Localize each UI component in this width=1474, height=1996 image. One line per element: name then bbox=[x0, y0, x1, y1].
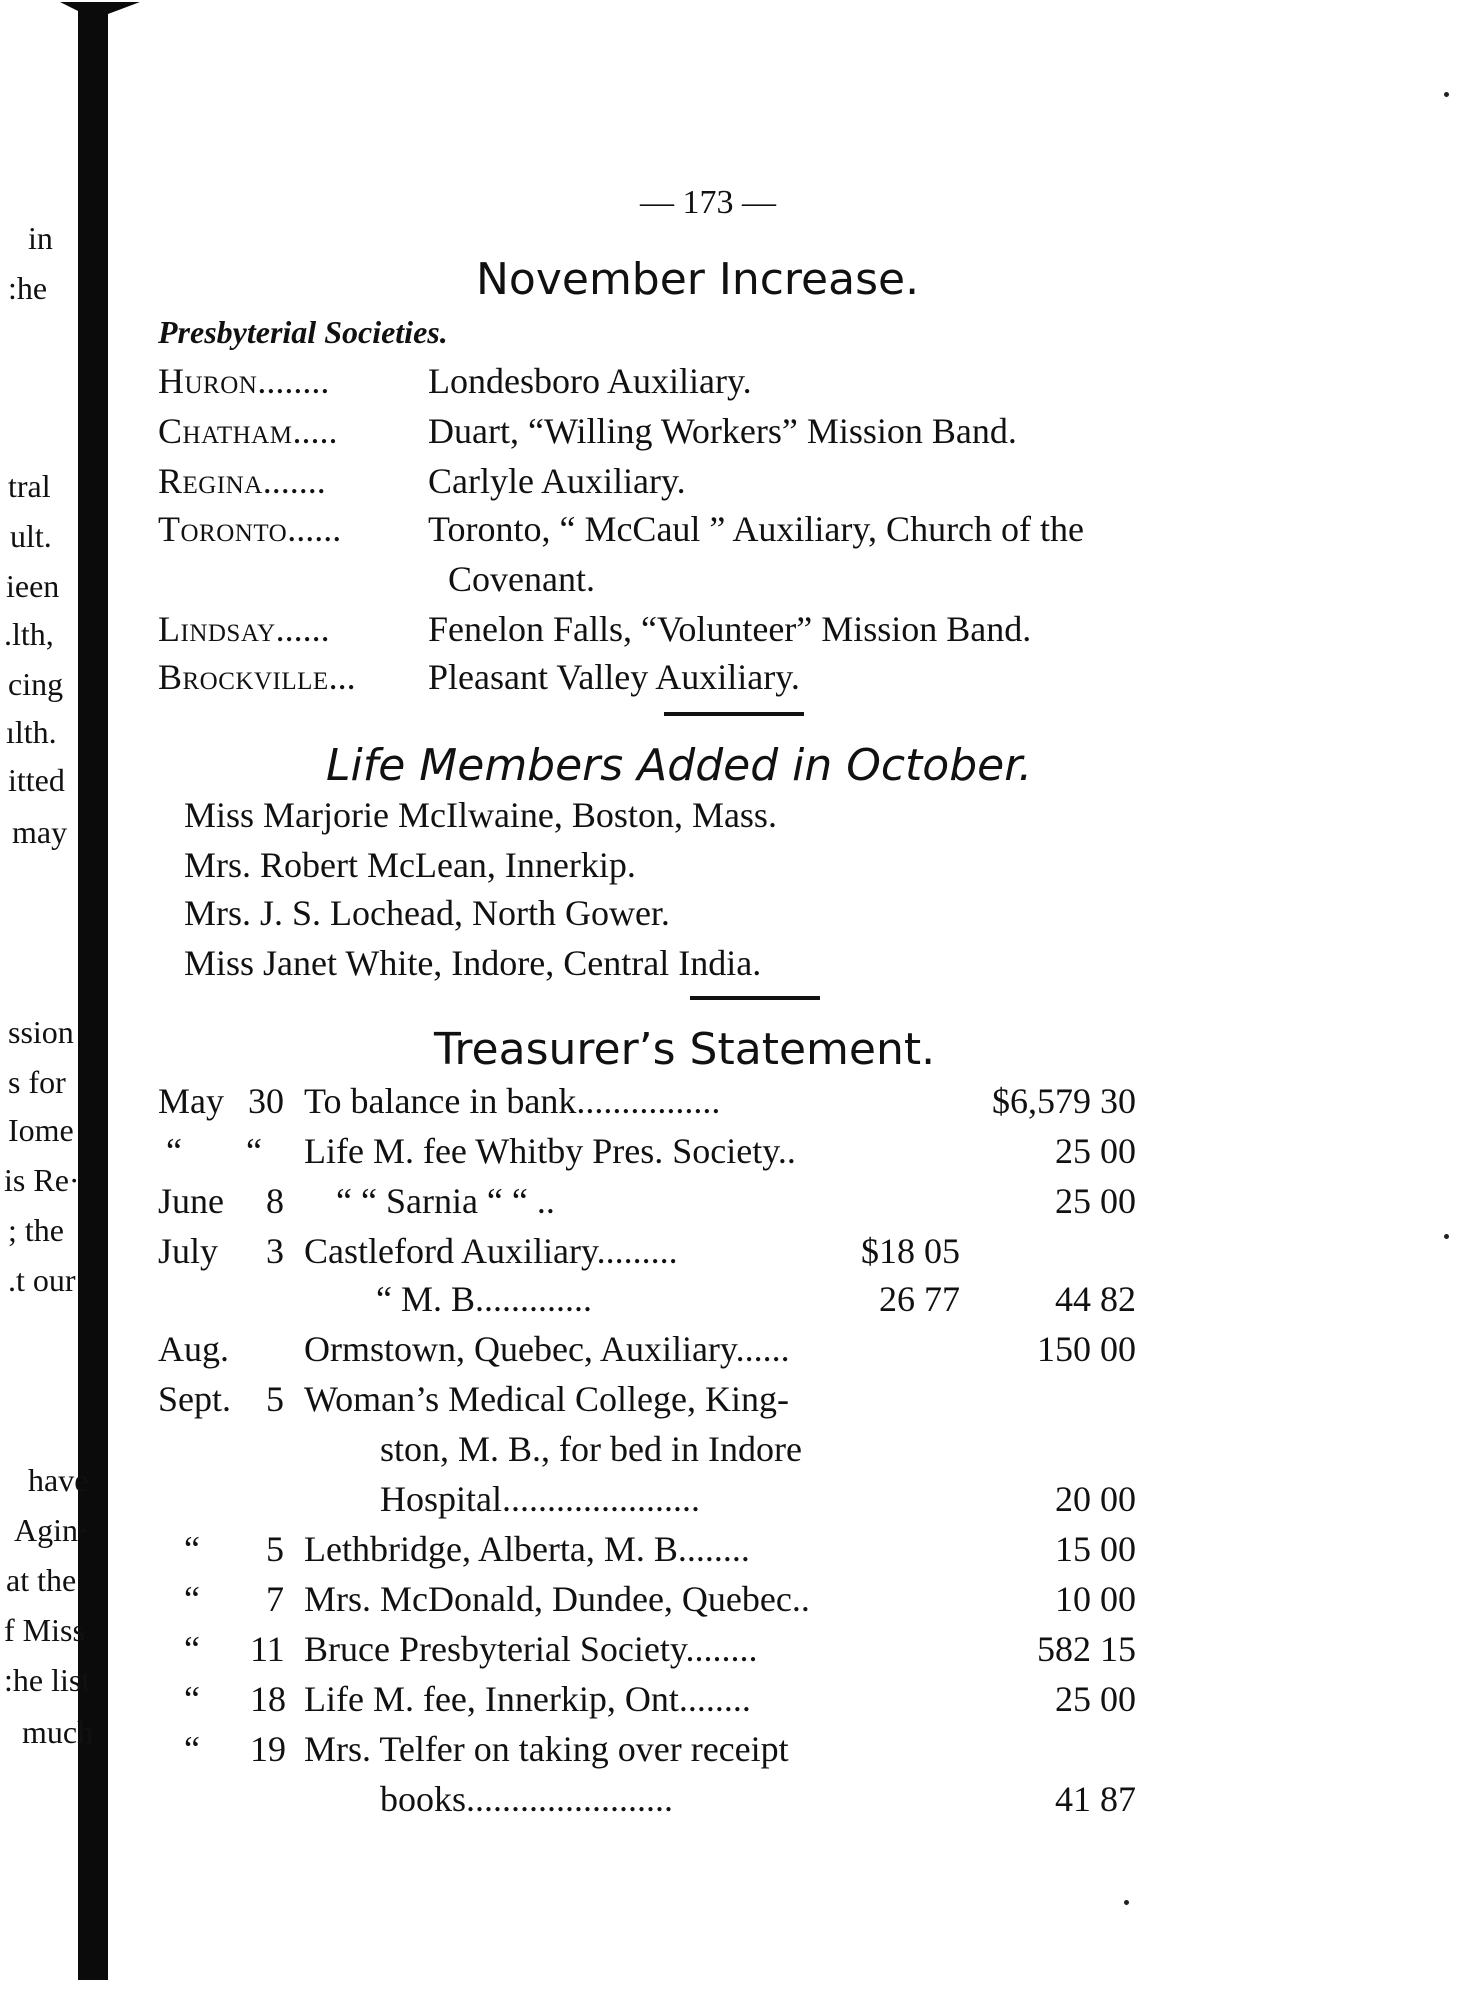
treasurer-heading: Treasurer’s Statement. bbox=[434, 1024, 936, 1075]
amount-cell: 25 00 bbox=[1055, 1679, 1136, 1719]
description-cell: Castleford Auxiliary......... bbox=[304, 1231, 678, 1271]
presbytery-name: Toronto bbox=[158, 509, 288, 549]
day-cell: 30 bbox=[248, 1081, 284, 1121]
margin-fragment: Iome bbox=[8, 1112, 74, 1148]
month-cell: “ bbox=[184, 1529, 200, 1569]
day-cell: 11 bbox=[250, 1629, 285, 1669]
day-cell: 7 bbox=[266, 1579, 284, 1619]
dot-leader: ...... bbox=[275, 609, 330, 649]
day-cell: “ bbox=[246, 1131, 262, 1171]
month-cell: July bbox=[158, 1231, 219, 1271]
presbyterial-subheading: Presbyterial Societies. bbox=[158, 314, 448, 350]
margin-fragment: have bbox=[28, 1462, 89, 1498]
description-cell: Mrs. Telfer on taking over receipt bbox=[304, 1729, 789, 1769]
dot-leader: ....... bbox=[262, 461, 326, 501]
november-entry-continuation: Covenant. bbox=[448, 559, 595, 599]
margin-fragment: ieen bbox=[6, 568, 60, 604]
day-cell: 8 bbox=[266, 1181, 284, 1221]
month-cell: Aug. bbox=[158, 1329, 229, 1369]
margin-fragment: .t our bbox=[8, 1262, 76, 1298]
description-cell: “ “ Sarnia “ “ .. bbox=[336, 1181, 555, 1221]
dot-leader: ... bbox=[328, 657, 356, 697]
description-cell: Lethbridge, Alberta, M. B........ bbox=[304, 1529, 750, 1569]
life-member-item: Mrs. J. S. Lochead, North Gower. bbox=[184, 893, 670, 933]
margin-fragment: :he list bbox=[4, 1662, 91, 1698]
description-cell: “ M. B............. bbox=[376, 1279, 592, 1319]
november-entry: Londesboro Auxiliary. bbox=[428, 361, 752, 401]
november-entry: Pleasant Valley Auxiliary. bbox=[428, 657, 800, 697]
margin-fragment: f Miss bbox=[4, 1612, 85, 1648]
amount-cell: 20 00 bbox=[1055, 1479, 1136, 1519]
description-cell: Mrs. McDonald, Dundee, Quebec.. bbox=[304, 1579, 810, 1619]
amount-cell: 41 87 bbox=[1055, 1779, 1136, 1819]
presbytery-name: Lindsay bbox=[158, 609, 276, 649]
description-cell: books....................... bbox=[380, 1779, 674, 1819]
november-row bbox=[158, 608, 330, 650]
amount-cell: 150 00 bbox=[1037, 1329, 1136, 1369]
margin-fragment: in bbox=[28, 220, 53, 256]
description-cell: Bruce Presbyterial Society........ bbox=[304, 1629, 758, 1669]
print-speck bbox=[1444, 92, 1449, 97]
life-member-item: Mrs. Robert McLean, Innerkip. bbox=[184, 845, 636, 885]
life-member-item: Miss Marjorie McIlwaine, Boston, Mass. bbox=[184, 795, 777, 835]
amount-cell: 582 15 bbox=[1037, 1629, 1136, 1669]
description-cell: Hospital...................... bbox=[380, 1479, 700, 1519]
dot-leader: ...... bbox=[287, 509, 342, 549]
margin-fragment: is Re· bbox=[4, 1162, 80, 1198]
month-cell: May bbox=[158, 1081, 224, 1121]
november-row bbox=[158, 460, 326, 502]
section-rule bbox=[690, 996, 820, 1000]
month-cell: “ bbox=[184, 1579, 200, 1619]
amount-cell: 25 00 bbox=[1055, 1131, 1136, 1171]
margin-fragment: tral bbox=[8, 468, 51, 504]
month-cell: “ bbox=[166, 1131, 182, 1171]
margin-fragment: may bbox=[12, 814, 68, 850]
margin-fragment: itted bbox=[8, 762, 65, 798]
day-cell: 5 bbox=[266, 1529, 284, 1569]
day-cell: 19 bbox=[250, 1729, 286, 1769]
print-speck bbox=[1444, 1234, 1449, 1239]
margin-fragment: ssion bbox=[8, 1014, 74, 1050]
margin-fragment: cing bbox=[8, 666, 64, 702]
november-entry: Fenelon Falls, “Volunteer” Mission Band. bbox=[428, 609, 1032, 649]
presbytery-name: Huron bbox=[158, 361, 258, 401]
month-cell: “ bbox=[184, 1629, 200, 1669]
margin-fragment: :he bbox=[8, 270, 48, 306]
margin-fragment: much bbox=[22, 1714, 94, 1750]
presbytery-name: Brockville bbox=[158, 657, 329, 697]
life-members-heading: Life Members Added in October. bbox=[326, 740, 1033, 791]
presbytery-name: Chatham bbox=[158, 411, 293, 451]
day-cell: 5 bbox=[266, 1379, 284, 1419]
description-cell: ston, M. B., for bed in Indore bbox=[380, 1429, 802, 1469]
dot-leader: ........ bbox=[257, 361, 330, 401]
subtotal-cell: 26 77 bbox=[879, 1279, 960, 1319]
margin-fragment: ult. bbox=[10, 518, 52, 554]
print-speck bbox=[1124, 1900, 1129, 1905]
section-rule bbox=[664, 712, 804, 716]
margin-fragment: Agin· bbox=[14, 1512, 89, 1548]
page-number: — 173 — bbox=[640, 184, 776, 221]
amount-cell: 44 82 bbox=[1055, 1279, 1136, 1319]
november-heading: November Increase. bbox=[476, 254, 920, 305]
life-member-item: Miss Janet White, Indore, Central India. bbox=[184, 943, 762, 983]
november-entry: Carlyle Auxiliary. bbox=[428, 461, 686, 501]
november-row bbox=[158, 656, 356, 698]
margin-fragment: ılth. bbox=[6, 714, 57, 750]
description-cell: Ormstown, Quebec, Auxiliary...... bbox=[304, 1329, 790, 1369]
day-cell: 3 bbox=[266, 1231, 284, 1271]
margin-fragment: .lth, bbox=[4, 616, 54, 652]
amount-cell: 15 00 bbox=[1055, 1529, 1136, 1569]
description-cell: To balance in bank................ bbox=[304, 1081, 721, 1121]
presbytery-name: Regina bbox=[158, 461, 263, 501]
november-entry: Duart, “Willing Workers” Mission Band. bbox=[428, 411, 1017, 451]
description-cell: Life M. fee Whitby Pres. Society.. bbox=[304, 1131, 796, 1171]
description-cell: Woman’s Medical College, King- bbox=[304, 1379, 789, 1419]
amount-cell: $6,579 30 bbox=[992, 1081, 1136, 1121]
subtotal-cell: $18 05 bbox=[861, 1231, 960, 1271]
margin-fragment: s for bbox=[8, 1064, 66, 1100]
amount-cell: 10 00 bbox=[1055, 1579, 1136, 1619]
month-cell: June bbox=[158, 1181, 224, 1221]
margin-fragment: at the bbox=[6, 1562, 77, 1598]
month-cell: “ bbox=[184, 1729, 200, 1769]
margin-fragment: ; the bbox=[8, 1212, 64, 1248]
amount-cell: 25 00 bbox=[1055, 1181, 1136, 1221]
description-cell: Life M. fee, Innerkip, Ont........ bbox=[304, 1679, 751, 1719]
month-cell: “ bbox=[184, 1679, 200, 1719]
november-row bbox=[158, 508, 341, 550]
dot-leader: ..... bbox=[292, 411, 338, 451]
day-cell: 18 bbox=[250, 1679, 286, 1719]
november-row bbox=[158, 410, 337, 452]
november-entry: Toronto, “ McCaul ” Auxiliary, Church of the bbox=[428, 509, 1084, 549]
month-cell: Sept. bbox=[158, 1379, 232, 1419]
november-row bbox=[158, 360, 329, 402]
